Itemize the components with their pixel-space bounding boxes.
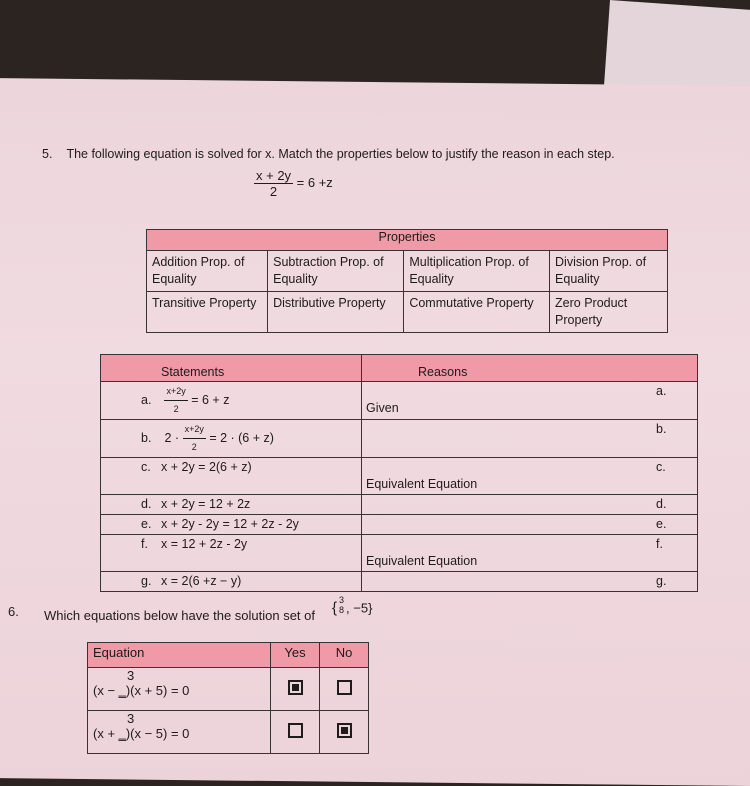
yes-checkbox[interactable] — [288, 723, 303, 738]
table-row — [101, 495, 698, 515]
equation-fraction: $\frac{x + 2y}{2}$ — [256, 168, 292, 199]
property-cell: Distributive Property — [268, 292, 404, 333]
yes-checkbox[interactable] — [288, 680, 303, 695]
property-cell: Transitive Property — [147, 292, 268, 333]
reason-cell[interactable]: d. — [362, 495, 698, 515]
table-row — [101, 458, 698, 495]
question-text: The following equation is solved for x. Match the properties below to justify the reason in each step. — [66, 147, 615, 161]
yes-checkbox-cell[interactable] — [271, 711, 320, 754]
question-number: 6. — [8, 604, 19, 619]
table-row — [101, 572, 698, 592]
table-row — [101, 420, 698, 458]
table-row — [88, 711, 369, 754]
table-row — [88, 668, 369, 711]
table-row — [101, 515, 698, 535]
property-cell: Subtraction Prop. of Equality — [268, 251, 404, 292]
statements-reasons-table — [100, 354, 698, 592]
statement-cell: a. $\frac{x+2y}{2}$ = 6 + z — [101, 382, 362, 420]
property-cell: Division Prop. of Equality — [550, 251, 668, 292]
solution-set: { 3 8 , −5} — [332, 595, 373, 617]
equation-header: Equation — [88, 643, 271, 668]
reason-cell[interactable]: c.Equivalent Equation — [362, 458, 698, 495]
reason-cell[interactable]: g. — [362, 572, 698, 592]
no-header: No — [320, 643, 369, 668]
no-checkbox[interactable] — [337, 680, 352, 695]
properties-table — [146, 229, 668, 333]
reason-cell[interactable]: f.Equivalent Equation — [362, 535, 698, 572]
statement-fraction: $\frac{x+2y}{2}$ — [164, 383, 187, 418]
statement-cell: c. x + 2y = 2(6 + z) — [101, 458, 362, 495]
question-number: 5. — [42, 147, 53, 161]
statement-fraction: $\frac{x+2y}{2}$ — [183, 421, 206, 456]
yes-header: Yes — [271, 643, 320, 668]
no-checkbox-cell[interactable] — [320, 668, 369, 711]
property-cell: Addition Prop. of Equality — [147, 251, 268, 292]
property-cell: Zero Product Property — [550, 292, 668, 333]
property-cell: Commutative Property — [404, 292, 550, 333]
reason-cell[interactable]: b. — [362, 420, 698, 458]
reasons-header: Reasons — [362, 355, 698, 382]
statement-cell: e. x + 2y - 2y = 12 + 2z - 2y — [101, 515, 362, 535]
reason-cell[interactable]: e. — [362, 515, 698, 535]
given-equation — [254, 168, 333, 199]
yes-checkbox-cell[interactable] — [271, 668, 320, 711]
question-6-prompt: Which equations below have the solution set of — [44, 608, 316, 623]
table-row — [101, 535, 698, 572]
statement-cell: b. 2 · $\frac{x+2y}{2}$ = 2 · (6 + z) — [101, 420, 362, 458]
equation-rhs: = 6 +z — [296, 174, 333, 190]
statement-cell: g. x = 2(6 +z − y) — [101, 572, 362, 592]
statements-header: Statements — [101, 355, 362, 382]
property-cell: Multiplication Prop. of Equality — [404, 251, 550, 292]
equation-cell: 3 (x + ‗)(x − 5) = 0 — [88, 711, 271, 754]
no-checkbox[interactable] — [337, 723, 352, 738]
question-5-prompt — [42, 147, 615, 161]
table-row — [101, 382, 698, 420]
reason-cell[interactable]: a.Given — [362, 382, 698, 420]
statement-cell: d. x + 2y = 12 + 2z — [101, 495, 362, 515]
no-checkbox-cell[interactable] — [320, 711, 369, 754]
properties-header: Properties — [147, 230, 668, 251]
equation-cell: 3 (x − ‗)(x + 5) = 0 — [88, 668, 271, 711]
equations-table — [87, 642, 369, 754]
statement-cell: f. x = 12 + 2z - 2y — [101, 535, 362, 572]
